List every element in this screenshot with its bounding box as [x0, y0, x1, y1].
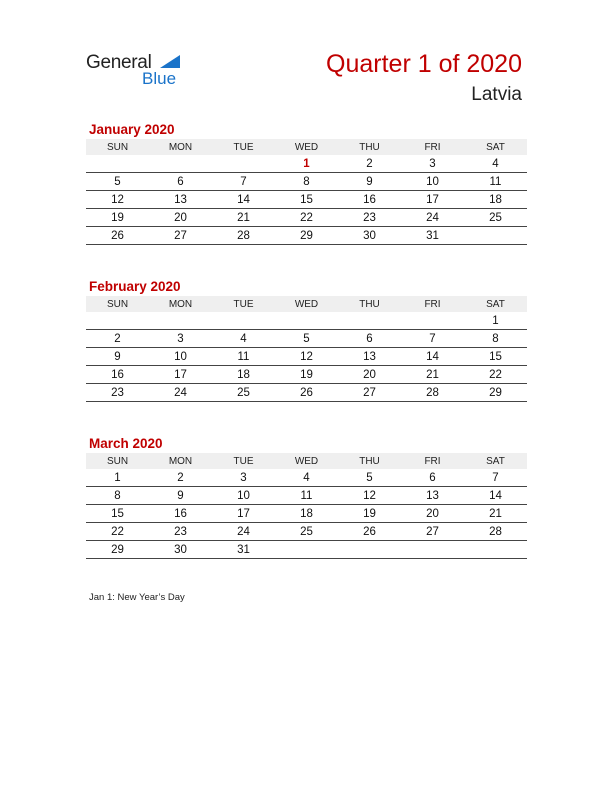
- day-cell: 7: [464, 469, 527, 487]
- day-cell: 12: [275, 348, 338, 366]
- day-cell: 3: [212, 469, 275, 487]
- generalblue-logo: [86, 52, 196, 92]
- day-cell: 21: [464, 505, 527, 523]
- day-cell: 14: [464, 487, 527, 505]
- day-cell: 16: [338, 191, 401, 209]
- week-row: [86, 191, 527, 209]
- day-cell: 24: [401, 209, 464, 227]
- day-cell: 10: [401, 173, 464, 191]
- day-cell: 4: [464, 155, 527, 173]
- day-cell: 23: [86, 384, 149, 402]
- day-cell: [275, 541, 338, 559]
- day-cell: 29: [86, 541, 149, 559]
- day-cell: 16: [86, 366, 149, 384]
- day-cell: 21: [212, 209, 275, 227]
- day-cell: 4: [275, 469, 338, 487]
- day-cell: 20: [338, 366, 401, 384]
- month-title: March 2020: [89, 436, 163, 451]
- weekday-header-row: [86, 296, 527, 312]
- day-cell: [149, 155, 212, 173]
- day-cell: 6: [149, 173, 212, 191]
- day-cell: 8: [86, 487, 149, 505]
- day-cell: 9: [338, 173, 401, 191]
- month-title: January 2020: [89, 122, 175, 137]
- day-cell: 15: [275, 191, 338, 209]
- weekday-header-row: [86, 453, 527, 469]
- weekday-header-cell: MON: [149, 296, 212, 312]
- day-cell: 31: [401, 227, 464, 245]
- day-cell: 26: [86, 227, 149, 245]
- day-cell: 10: [212, 487, 275, 505]
- day-cell: [212, 312, 275, 330]
- day-cell: 25: [464, 209, 527, 227]
- day-cell: 10: [149, 348, 212, 366]
- day-cell: 15: [464, 348, 527, 366]
- day-cell: 25: [275, 523, 338, 541]
- week-row: [86, 227, 527, 245]
- calendar-grid: [86, 296, 527, 402]
- day-cell: 17: [401, 191, 464, 209]
- day-cell: 7: [401, 330, 464, 348]
- day-cell: 18: [275, 505, 338, 523]
- day-cell: 20: [401, 505, 464, 523]
- day-cell: 28: [464, 523, 527, 541]
- week-row: [86, 366, 527, 384]
- day-cell: 14: [212, 191, 275, 209]
- day-cell: 24: [212, 523, 275, 541]
- day-cell: 12: [86, 191, 149, 209]
- week-row: [86, 384, 527, 402]
- page-title: Quarter 1 of 2020: [326, 50, 522, 78]
- day-cell: [338, 541, 401, 559]
- day-cell: 22: [464, 366, 527, 384]
- day-cell: 1: [464, 312, 527, 330]
- day-cell: 27: [149, 227, 212, 245]
- day-cell: 27: [401, 523, 464, 541]
- day-cell: 19: [86, 209, 149, 227]
- day-cell: 22: [86, 523, 149, 541]
- day-cell: [464, 541, 527, 559]
- day-cell: 17: [149, 366, 212, 384]
- week-row: [86, 541, 527, 559]
- day-cell: 13: [338, 348, 401, 366]
- day-cell: 20: [149, 209, 212, 227]
- day-cell: 9: [149, 487, 212, 505]
- day-cell: 18: [212, 366, 275, 384]
- day-cell: 31: [212, 541, 275, 559]
- day-cell: 19: [338, 505, 401, 523]
- day-cell: 28: [212, 227, 275, 245]
- day-cell: 27: [338, 384, 401, 402]
- day-cell: 22: [275, 209, 338, 227]
- day-cell: 13: [401, 487, 464, 505]
- weekday-header-cell: TUE: [212, 139, 275, 155]
- week-row: [86, 348, 527, 366]
- day-cell: 19: [275, 366, 338, 384]
- weekday-header-cell: SUN: [86, 139, 149, 155]
- day-cell: 14: [401, 348, 464, 366]
- day-cell: 1: [86, 469, 149, 487]
- day-cell: 8: [464, 330, 527, 348]
- day-cell: 29: [275, 227, 338, 245]
- weekday-header-cell: SAT: [464, 139, 527, 155]
- day-cell: 4: [212, 330, 275, 348]
- weekday-header-cell: TUE: [212, 453, 275, 469]
- weekday-header-cell: WED: [275, 296, 338, 312]
- day-cell: 23: [338, 209, 401, 227]
- weekday-header-cell: FRI: [401, 139, 464, 155]
- country-label: Latvia: [471, 84, 522, 105]
- weekday-header-cell: WED: [275, 139, 338, 155]
- day-cell: [401, 541, 464, 559]
- day-cell: [401, 312, 464, 330]
- day-cell: 23: [149, 523, 212, 541]
- day-cell: 21: [401, 366, 464, 384]
- holiday-note: Jan 1: New Year’s Day: [89, 592, 185, 603]
- weekday-header-cell: WED: [275, 453, 338, 469]
- month-title: February 2020: [89, 279, 181, 294]
- day-cell: 28: [401, 384, 464, 402]
- weekday-header-cell: SUN: [86, 296, 149, 312]
- day-cell: 6: [401, 469, 464, 487]
- logo-blue-text: Blue: [142, 69, 177, 88]
- weekday-header-cell: MON: [149, 453, 212, 469]
- day-cell: 26: [275, 384, 338, 402]
- day-cell: 13: [149, 191, 212, 209]
- day-cell: 7: [212, 173, 275, 191]
- calendar-grid: [86, 139, 527, 245]
- day-cell: [86, 155, 149, 173]
- day-cell: 24: [149, 384, 212, 402]
- week-row: [86, 330, 527, 348]
- logo-general-text: General: [86, 52, 152, 73]
- week-row: [86, 173, 527, 191]
- weekday-header-cell: THU: [338, 296, 401, 312]
- weekday-header-row: [86, 139, 527, 155]
- day-cell: 12: [338, 487, 401, 505]
- day-cell: 6: [338, 330, 401, 348]
- week-row: [86, 312, 527, 330]
- week-row: [86, 155, 527, 173]
- day-cell: 11: [275, 487, 338, 505]
- day-cell: [275, 312, 338, 330]
- weekday-header-cell: SAT: [464, 296, 527, 312]
- day-cell: 2: [149, 469, 212, 487]
- week-row: [86, 487, 527, 505]
- weekday-header-cell: THU: [338, 453, 401, 469]
- weekday-header-cell: TUE: [212, 296, 275, 312]
- week-row: [86, 505, 527, 523]
- day-cell: 25: [212, 384, 275, 402]
- weekday-header-cell: MON: [149, 139, 212, 155]
- calendar-grid: [86, 453, 527, 559]
- logo-triangle-icon: [160, 55, 180, 68]
- day-cell: 18: [464, 191, 527, 209]
- day-cell: 2: [86, 330, 149, 348]
- day-cell: 17: [212, 505, 275, 523]
- day-cell: 11: [212, 348, 275, 366]
- day-cell: 30: [149, 541, 212, 559]
- day-cell: 5: [338, 469, 401, 487]
- weekday-header-cell: THU: [338, 139, 401, 155]
- day-cell: 3: [401, 155, 464, 173]
- week-row: [86, 469, 527, 487]
- day-cell: 11: [464, 173, 527, 191]
- day-cell: 16: [149, 505, 212, 523]
- day-cell: [464, 227, 527, 245]
- day-cell: 8: [275, 173, 338, 191]
- day-cell: 15: [86, 505, 149, 523]
- day-cell: [86, 312, 149, 330]
- weekday-header-cell: FRI: [401, 453, 464, 469]
- day-cell: 2: [338, 155, 401, 173]
- day-cell: 9: [86, 348, 149, 366]
- weekday-header-cell: SAT: [464, 453, 527, 469]
- week-row: [86, 209, 527, 227]
- weekday-header-cell: SUN: [86, 453, 149, 469]
- day-cell: 5: [86, 173, 149, 191]
- day-cell: [212, 155, 275, 173]
- day-cell: 29: [464, 384, 527, 402]
- day-cell: 1: [275, 155, 338, 173]
- day-cell: 5: [275, 330, 338, 348]
- day-cell: 30: [338, 227, 401, 245]
- day-cell: [338, 312, 401, 330]
- day-cell: 26: [338, 523, 401, 541]
- week-row: [86, 523, 527, 541]
- weekday-header-cell: FRI: [401, 296, 464, 312]
- day-cell: [149, 312, 212, 330]
- day-cell: 3: [149, 330, 212, 348]
